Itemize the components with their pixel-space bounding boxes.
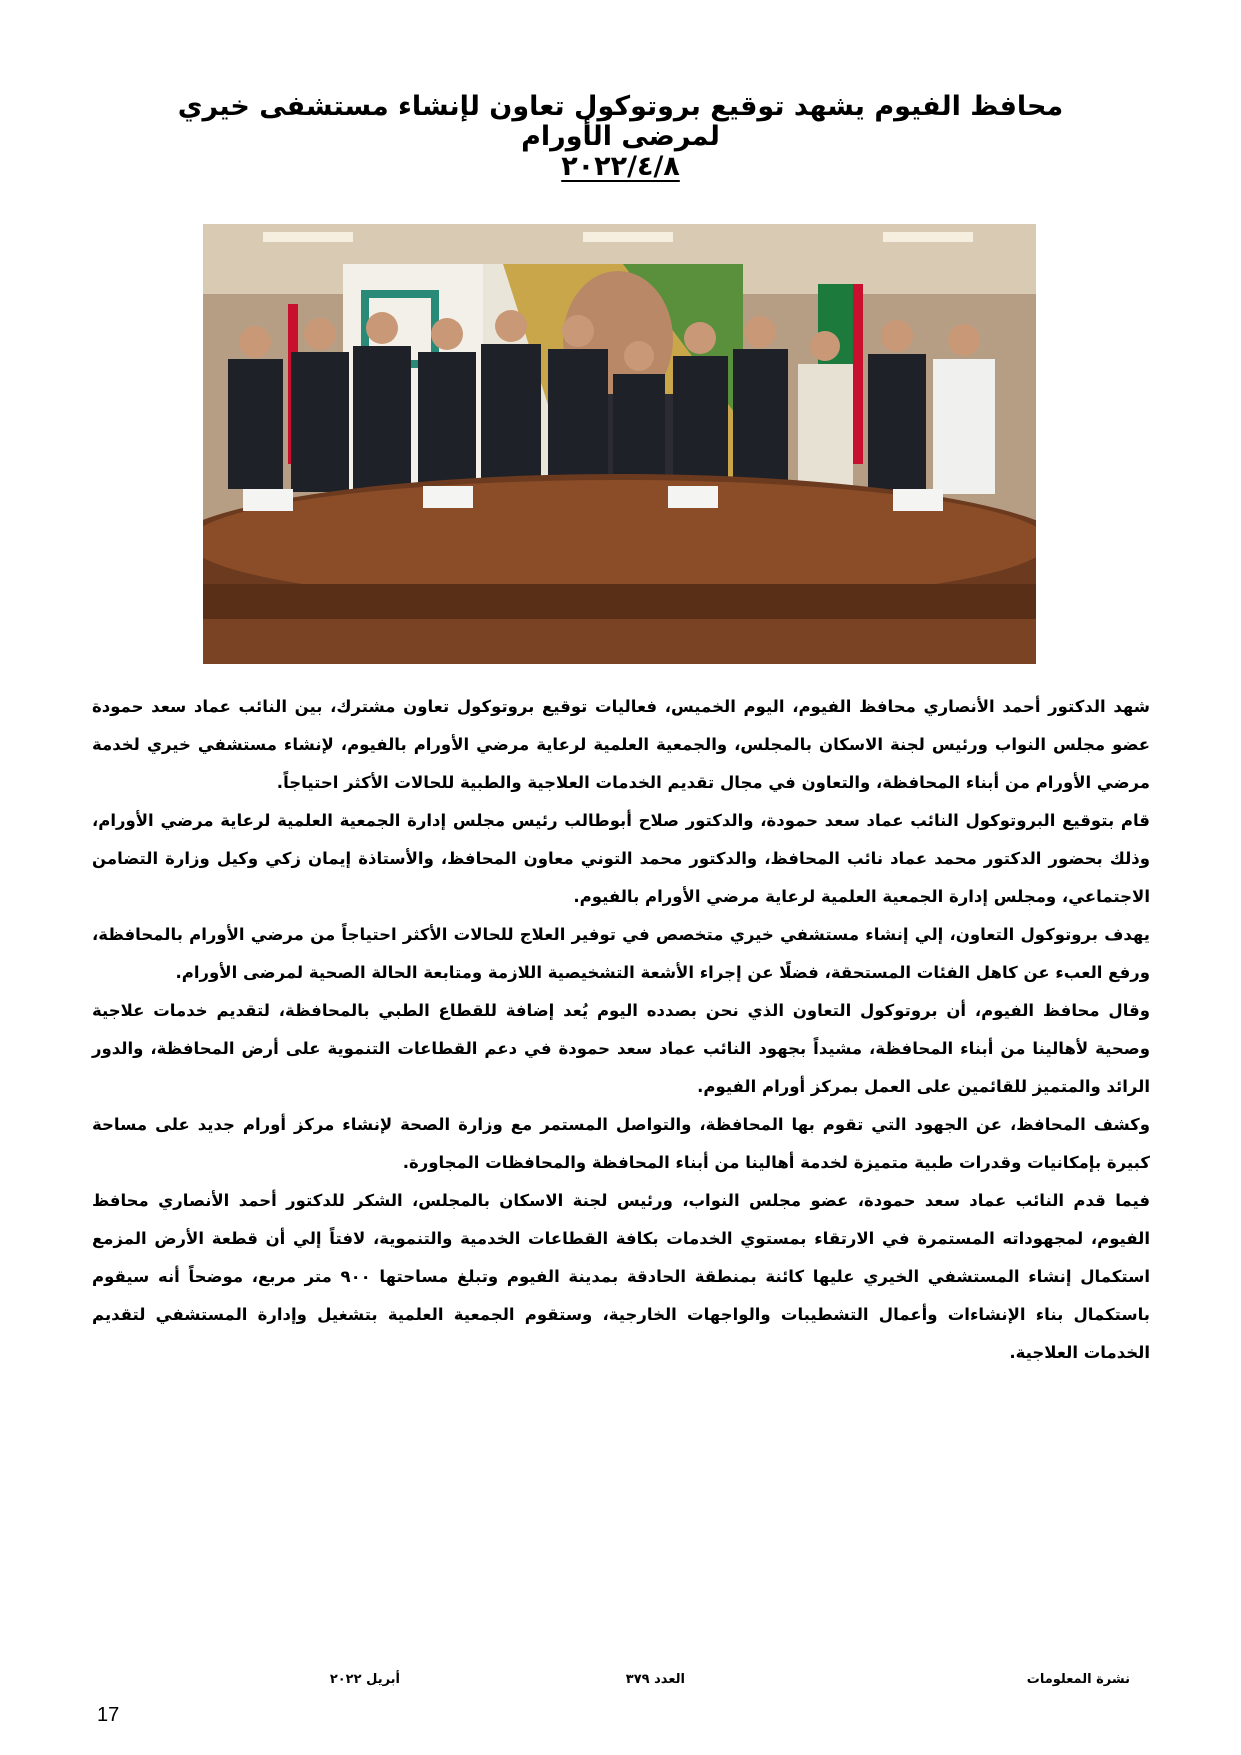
article-body [92,688,1150,1372]
page-footer [150,1672,1130,1692]
paragraph: شهد الدكتور أحمد الأنصاري محافظ الفيوم، اليوم الخميس، فعاليات توقيع بروتوكول تعاون مشترك، بين النائب عماد سعد حمودة عضو مجلس النواب ورئيس لجنة الاسكان بالمجلس، والجمعية العلمية لرعاية مرضي الأورام بالفيوم، لإنشاء مستشفي خيري لخدمة مرضي الأورام من أبناء المحافظة، والتعاون في مجال تقديم الخدمات العلاجية والطبية للحالات الأكثر احتياجاً. [92,697,1150,792]
article-title [100,92,1141,182]
paragraph: فيما قدم النائب عماد سعد حمودة، عضو مجلس النواب، ورئيس لجنة الاسكان بالمجلس، الشكر للدكتور أحمد الأنصاري محافظ الفيوم، لمجهوداته المستمرة في الارتقاء بمستوي الخدمات بكافة القطاعات الخدمية والتنموية، لافتاً إلي أن قطعة الأرض المزمع استكمال إنشاء المستشفي الخيري عليها كائنة بمنطقة الحادقة بمدينة الفيوم وتبلغ مساحتها ٩٠٠ متر مربع، موضحاً أنه سيقوم باستكمال بناء الإنشاءات وأعمال التشطيبات والواجهات الخارجية، وستقوم الجمعية العلمية بتشغيل وإدارة المستشفي لتقديم الخدمات العلاجية. [92,1191,1150,1362]
title-line-1: محافظ الفيوم يشهد توقيع بروتوكول تعاون لإنشاء مستشفى خيري [177,91,1064,122]
article-photo [203,224,1036,664]
footer-month: أبريل ٢٠٢٢ [329,1672,400,1687]
title-line-2: لمرضى الأورام [521,121,720,152]
paragraph: قام بتوقيع البروتوكول النائب عماد سعد حمودة، والدكتور صلاح أبوطالب رئيس مجلس إدارة الجمعية العلمية لرعاية مرضي الأورام، وذلك بحضور الدكتور محمد عماد نائب المحافظ، والدكتور محمد التوني معاون المحافظ، والأستاذة إيمان زكي وكيل وزارة التضامن الاجتماعي، ومجلس إدارة الجمعية العلمية لرعاية مرضي الأورام بالفيوم. [92,811,1150,906]
article-date: ٢٠٢٢/٤/٨ [561,151,680,182]
footer-issue: العدد ٣٧٩ [625,1672,685,1687]
paragraph: وقال محافظ الفيوم، أن بروتوكول التعاون الذي نحن بصدده اليوم يُعد إضافة للقطاع الطبي بالمحافظة، لتقديم خدمات علاجية وصحية لأهالينا من أبناء المحافظة، مشيداً بجهود النائب عماد سعد حمودة في دعم القطاعات التنموية على أرض المحافظة، والدور الرائد والمتميز للقائمين على العمل بمركز أورام الفيوم. [92,1001,1150,1096]
paragraph: يهدف بروتوكول التعاون، إلي إنشاء مستشفي خيري متخصص في توفير العلاج للحالات الأكثر احتياجاً من مرضي الأورام بالمحافظة، ورفع العبء عن كاهل الفئات المستحقة، فضلًا عن إجراء الأشعة التشخيصية اللازمة ومتابعة الحالة الصحية لمرضى الأورام. [92,925,1150,982]
footer-publication: نشرة المعلومات [1026,1672,1130,1687]
paragraph: وكشف المحافظ، عن الجهود التي تقوم بها المحافظة، والتواصل المستمر مع وزارة الصحة لإنشاء مركز أورام جديد على مساحة كبيرة بإمكانيات وقدرات طبية متميزة لخدمة أهالينا من أبناء المحافظة والمحافظات المجاورة. [92,1115,1150,1172]
group-photo-illustration [203,224,1036,664]
page-number: 17 [97,1704,120,1726]
